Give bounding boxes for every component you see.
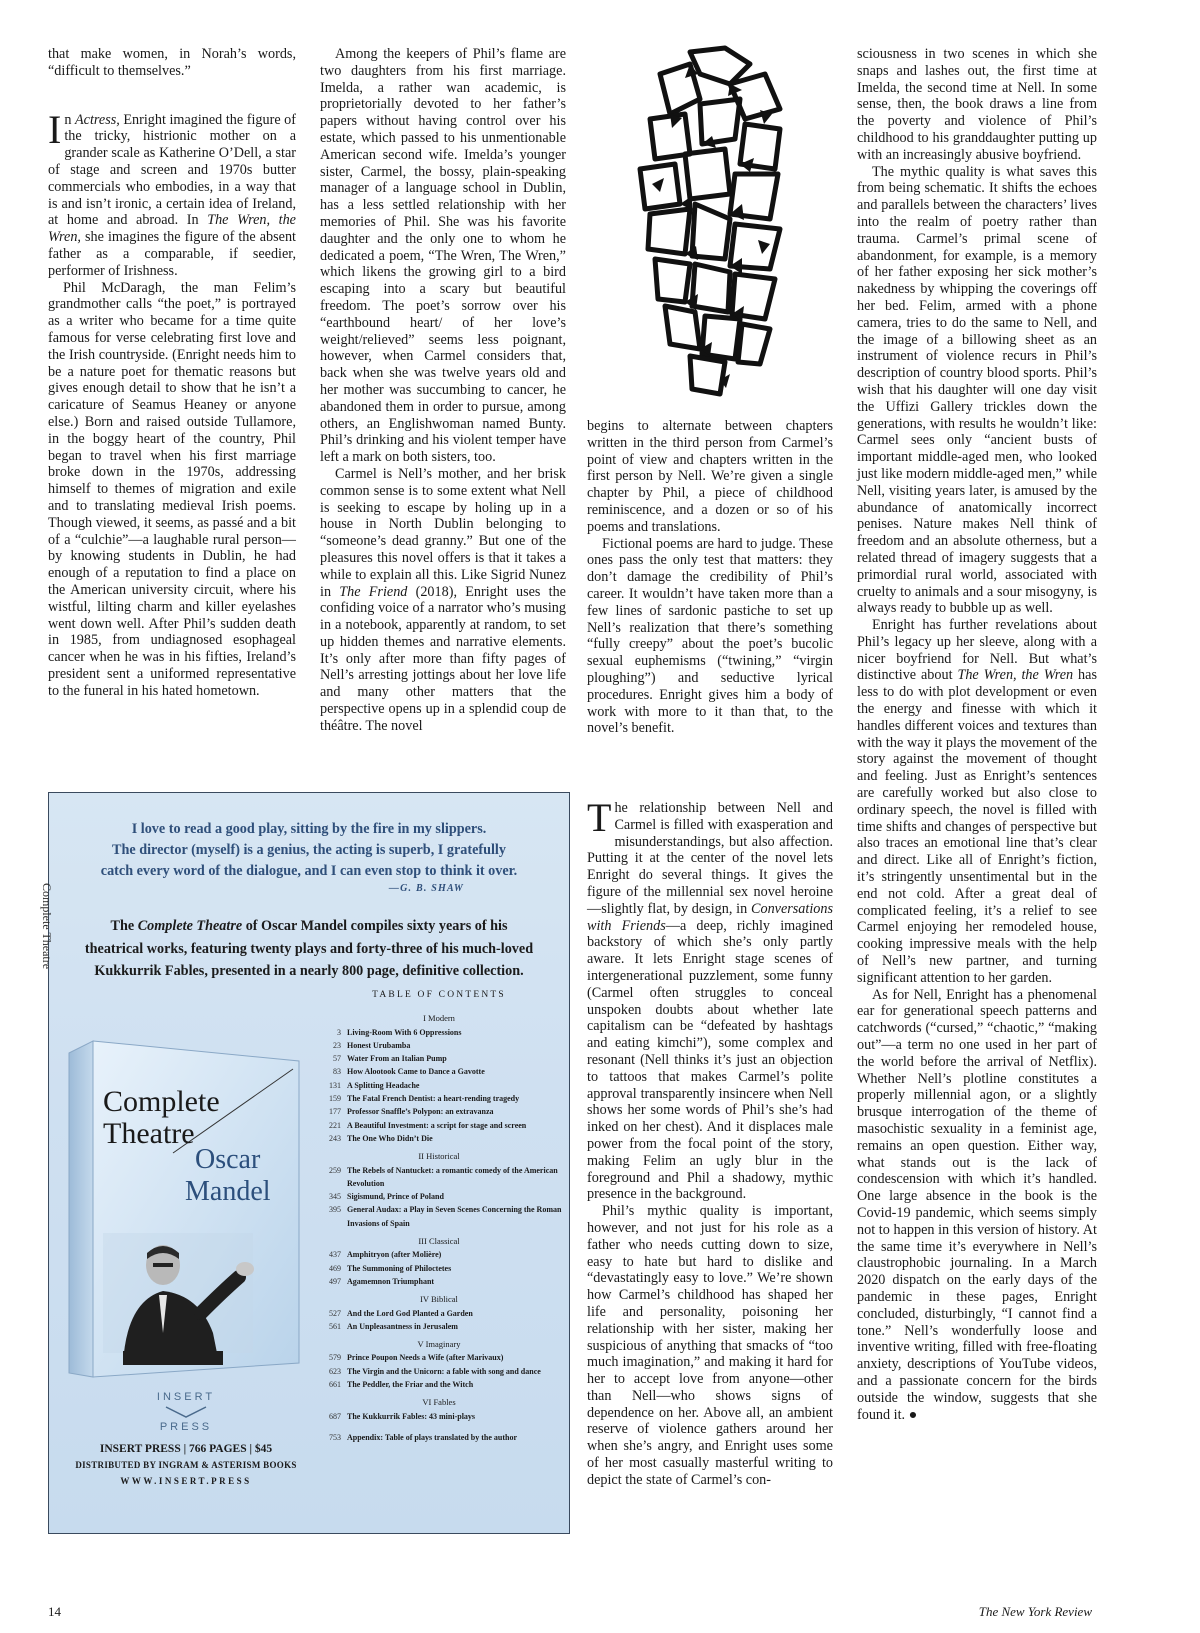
- toc-entry: [309, 1026, 569, 1039]
- drop-cap: T: [587, 795, 612, 840]
- toc-play-title: Water From an Italian Pump: [347, 1054, 447, 1064]
- toc-page-number: 83: [333, 1067, 341, 1077]
- toc-entry: [309, 1275, 569, 1288]
- toc-play-title: Appendix: Table of plays translated by the author: [347, 1432, 518, 1442]
- publisher-logo-bottom: PRESS: [159, 1421, 213, 1433]
- toc-play-title: How Alootook Came to Dance a Gavotte: [347, 1067, 485, 1077]
- toc-section-heading: III Classical: [418, 1236, 460, 1247]
- toc-entry: [309, 1365, 569, 1378]
- paragraph: Carmel is Nell’s mother, and her brisk common sense is to some extent what Nell is seeking to escape by holing up in a house in North Dublin belonging to “someone’s dead granny.” But one of the pleasures this novel offers is that it takes a while to explain all this. Like Sigrid Nunez in The Friend (2018), Enright uses the confiding voice of a narrator who’s musing in a notebook, apparently at random, to set up hidden themes and narrative elements. It’s only after more than fifty pages of Nell’s arresting jottings about her love life and many other matters that the perspective opens up in a splendid coup de théâtre. The novel: [320, 465, 566, 734]
- book-spine-title: Complete Theatre: [40, 883, 54, 970]
- publisher-logo-top: INSERT: [156, 1391, 216, 1403]
- toc-play-title: Prince Poupon Needs a Wife (after Marivaux): [347, 1353, 504, 1363]
- toc-entry: [309, 1431, 569, 1444]
- toc-page-number: 259: [329, 1165, 341, 1175]
- toc-page-number: 437: [329, 1250, 341, 1260]
- toc-play-title: The Rebels of Nantucket: a romantic comedy of the American Revolution: [347, 1165, 558, 1188]
- toc-page-number: 57: [333, 1054, 341, 1064]
- publisher-info: INSERT PRESS | 766 PAGES | $45: [99, 1443, 273, 1455]
- paragraph: Among the keepers of Phil’s flame are two daughters from his first marriage. Imelda, a rather wan academic, is proprietorially devoted to her father’s papers without having control over his estate, which passed to his unmentionable American second wife. Imelda’s younger sister, Carmel, the bossy, plain-speaking manager of a language school in Dublin, has a less settled relationship with her memories of Phil. She was his favorite daughter and the only one to whom he dedicated a poem, “The Wren, The Wren,” which likens the growing girl to a bird escaping into a scary but beautiful freedom. The poet’s sorrow over his “earthbound heart/ of her love’s weight/relieved” seems less poignant, however, when Carmel considers that, back when she was twelve years old and her mother was succumbing to cancer, he abandoned them in order to pursue, among others, an Englishwoman named Bunty. Phil’s drinking and his violent temper have left a mark on both sisters, too.: [320, 46, 566, 466]
- article-column-2: [320, 46, 566, 735]
- paragraph: Fictional poems are hard to judge. These ones pass the only test that matters: they don’t damage the credibility of Phil’s career. It wouldn’t have taken more than a few lines of sardonic pastiche to set up Nell’s realization that there’s something “fully creepy” about the poet’s bucolic sexual euphemisms (“twining,” “virgin ploughing”) and seductive lyrical procedures. Enright gives him a body of work with more to it than that, to the novel’s benefit.: [587, 535, 834, 737]
- toc-entry: [309, 1203, 569, 1230]
- toc-entry: [309, 1351, 569, 1364]
- toc-page-number: 753: [329, 1432, 341, 1442]
- toc-entry: [309, 1132, 569, 1145]
- toc-page-number: 243: [329, 1133, 341, 1143]
- drop-cap: I: [48, 106, 62, 152]
- toc-entry: [309, 1378, 569, 1391]
- toc-entry: [309, 1410, 569, 1423]
- toc-page-number: 395: [329, 1205, 341, 1215]
- toc-play-title: The One Who Didn’t Die: [347, 1133, 433, 1143]
- paragraph: As for Nell, Enright has a phenomenal ear for generational speech patterns and catchwords (“cursed,” “chaotic,” “making out”—a term no one used in her part of the world before the arrival of Netflix). Whether Nell’s plotline constitutes a properly millennial agon, or a slightly brusque interrogation of the theme of masochistic sexuality in a feminist age, remains an open question. Either way, what stands out is the lack of condescension with which it’s handled. One large absence in the book is the Covid-19 pandemic, which seems simply not to happen in this version of history. At the same time it’s everywhere in Nell’s claustrophobic journaling. In a March 2020 dispatch on the early days of the pandemic in these pages, Enright concluded, disturbingly, “I cannot find a tone.” Nell’s wonderfully loose and inventive writing, filled with free-floating anxiety, descriptions of YouTube videos, and a passionate concern for the birds outside the window, suggests that she found it. ●: [857, 986, 1097, 1423]
- book-advertisement[interactable]: [40, 792, 570, 1534]
- paragraph: Phil’s mythic quality is important, however, and not just for his role as a father who needs cutting down to size, easy to hate but hard to dislike and “devastatingly easy to love.” We’re shown how Carmel’s childhood has shaped her life and personality, poisoning her relationship with her sister, making her suspicious of anything that smacks of “too much imagination,” and making it hard for her to accept love from anyone—other than Nell—who shows signs of dependence on her. Above all, an ambient reserve of violence gathers around her when she’s angry, and Enright uses some of her most casually masterful writing to depict the state of Carmel’s con-: [587, 1203, 833, 1488]
- website-link[interactable]: WWW.INSERT.PRESS: [120, 1476, 252, 1486]
- woodcut-illustration: [630, 44, 798, 402]
- toc-play-title: The Summoning of Philoctetes: [347, 1263, 452, 1273]
- toc-entry: [309, 1190, 569, 1203]
- toc-section-heading: II Historical: [418, 1151, 460, 1162]
- toc-page-number: 345: [329, 1192, 341, 1202]
- toc-page-number: 131: [329, 1080, 341, 1090]
- toc-play-title: A Splitting Headache: [347, 1080, 420, 1090]
- paragraph: sciousness in two scenes in which she snaps and lashes out, the first time at Imelda, the second time at Nell. In some sense, then, the book draws a line from the poverty and violence of Phil’s childhood to his granddaughter putting up with an increasingly abusive boyfriend.: [857, 46, 1097, 163]
- toc-section-heading: V Imaginary: [417, 1339, 461, 1350]
- quote-attribution: —G. B. SHAW: [388, 883, 464, 894]
- toc-section-heading: I Modern: [423, 1013, 455, 1024]
- paragraph: Phil McDaragh, the man Felim’s grandmother calls “the poet,” is portrayed as a writer who became for a time quite famous for verse celebrating first love and the Irish countryside. (Enright needs him to be a nature poet for thematic reasons but gives enough detail to show that he isn’t a caricature of Seamus Heaney or anyone else.) Born and raised outside Tullamore, in the boggy heart of the country, Phil began to travel when his first marriage broke down in the 1970s, addressing himself to themes of migration and exile and to translating medieval Irish poems. Though viewed, it seems, as passé and a bit of a “culchie”—a laughable rural person—by knowing students in Dublin, he had enough of a reputation to find a place on the American university circuit, where his wistful, lilting charm and killer eyelashes went down well. After Phil’s sudden death in 1985, from undiagnosed esophageal cancer when he was in his fifties, Ireland’s president sent a uniformed representative to the funeral in his hated hometown.: [48, 279, 296, 699]
- toc-play-title: Honest Urubamba: [347, 1040, 411, 1050]
- ad-blurb: The Complete Theatre of Oscar Mandel compiles sixty years of his theatrical works, featuring twenty plays and forty-three of his much-loved Kukkurrik Fables, presented in a nearly 800 page, definitive collection.: [84, 918, 534, 979]
- toc-entry: [309, 1164, 569, 1191]
- toc-page-number: 221: [329, 1120, 341, 1130]
- article-column-1: [48, 46, 296, 699]
- toc-page-number: 497: [329, 1276, 341, 1286]
- toc-play-title: Sigismund, Prince of Poland: [347, 1192, 444, 1202]
- toc-page-number: 623: [329, 1366, 341, 1376]
- article-column-3-continued: [587, 795, 834, 1489]
- article-column-3: [587, 418, 833, 737]
- paragraph: begins to alternate between chapters written in the third person from Carmel’s point of view and chapters written in the first person by Nell. We’re given a single chapter by Phil, a piece of childhood reminiscence, and a dozen or so of his poems and translations.: [587, 418, 833, 535]
- toc-entry: [309, 1105, 569, 1118]
- paragraph: that make women, in Norah’s words, “difficult to themselves.”: [48, 46, 296, 79]
- svg-text:Theatre: Theatre: [103, 1117, 195, 1150]
- paragraph: The mythic quality is what saves this from being schematic. It shifts the echoes and parallels between the characters’ lives into the realm of poetry rather than trauma. Carmel’s primal scene of abandonment, for example, is a memory of her father exposing her sick mother’s nakedness by whipping the coverings off her bed. Felim, armed with a phone camera, tries to do the same to Nell, and the image of a billowing sheet as an instrument of violence recurs in Phil’s description of country blood sports. Phil’s wish that his daughter will one day visit the Uffizi Gallery trickles down the generations, with results he wouldn’t like: Carmel sees only “ancient busts of important middle-aged men, who looked just like modern middle-aged men,” while Nell, visiting years later, is amused by the abundance of anatomically incorrect penises. Nature makes Nell think of freedom and an absolute otherness, but a related thread of imagery suggests that a primordial rural world, associated with cruelty to animals and a sour misogyny, is always ready to bubble up as well.: [857, 163, 1097, 617]
- author-photo: [103, 1233, 254, 1365]
- svg-text:Mandel: Mandel: [185, 1176, 271, 1207]
- toc-play-title: General Audax: a Play in Seven Scenes Concerning the Roman Invasions of Spain: [347, 1205, 562, 1228]
- publication-name: The New York Review: [978, 1604, 1092, 1619]
- toc-entry: [309, 1039, 569, 1052]
- toc-page-number: 661: [329, 1380, 341, 1390]
- table-of-contents: [309, 989, 569, 1444]
- toc-page-number: 687: [329, 1411, 341, 1421]
- toc-page-number: 23: [333, 1040, 341, 1050]
- toc-section-heading: IV Biblical: [420, 1294, 458, 1305]
- paragraph: The relationship between Nell and Carmel is filled with exasperation and misunderstandings, but also affection. Putting it at the center of the novel lets Enright do several things. It gives the figure of the millennial sex novel heroine—slightly flat, by design, in Conversations with Friends—a deep, richly imagined backstory of which she’s only partly aware. It lets Enright stage scenes of intergenerational puzzlement, some funny (Carmel often struggles to conceal unspoken doubts about whether late capitalism can be “defeated by hashtags and eating kimchi”), some complex and resonant (Nell thinks it’s just an objection to tattoos that makes Carmel’s polite approval transparently insincere when Nell shows her some words of Phil’s she’s had inked on her chest). And it displaces male power from the focal point of the story, making Felim an ugly blur in the foreground and Phil a shadowy, mythic presence in the background.: [587, 795, 834, 1203]
- toc-page-number: 3: [337, 1027, 341, 1037]
- toc-play-title: An Unpleasantness in Jerusalem: [347, 1321, 458, 1331]
- page-number: 14: [48, 1604, 61, 1619]
- toc-page-number: 159: [329, 1094, 341, 1104]
- book-cover-image: [40, 883, 305, 1385]
- toc-entry: [309, 1079, 569, 1092]
- toc-page-number: 177: [329, 1107, 341, 1117]
- article-column-4: [857, 46, 1097, 1423]
- toc-heading: TABLE OF CONTENTS: [372, 990, 506, 1000]
- toc-page-number: 579: [329, 1353, 341, 1363]
- paragraph: Enright has further revelations about Phil’s legacy up her sleeve, along with a nicer boyfriend for Nell. But what’s distinctive about The Wren, the Wren has less to do with plot development or even the energy and finesse with which it handles different voices and textures than with the way it plays the movement of the story against the movement of thought and feeling. Just as Enright’s sentences are carefully worked but also close to ordinary speech, the novel is filled with time shifts and changes of perspective but also traces an emotional line that’s clear and direct. Like all of Enright’s fiction, it’s stringently unsentimental but in the end not cold. After a great deal of complicated feeling, it’s a relief to see Carmel enjoying her remodeled house, cooking impressive meals with the help of Nell’s new partner, and turning significant attention to her garden.: [857, 617, 1097, 986]
- toc-play-title: The Virgin and the Unicorn: a fable with song and dance: [347, 1366, 541, 1376]
- toc-page-number: 469: [329, 1263, 341, 1273]
- toc-play-title: The Kukkurrik Fables: 43 mini-plays: [347, 1411, 476, 1421]
- toc-entry: [309, 1307, 569, 1320]
- toc-play-title: A Beautiful Investment: a script for stage and screen: [347, 1120, 527, 1130]
- toc-entry: [309, 1248, 569, 1261]
- end-mark-icon: ●: [908, 1406, 918, 1423]
- toc-page-number: 561: [329, 1321, 341, 1331]
- toc-entry: [309, 1119, 569, 1132]
- toc-play-title: The Peddler, the Friar and the Witch: [347, 1380, 474, 1390]
- distributor-info: DISTRIBUTED BY INGRAM & ASTERISM BOOKS: [75, 1460, 297, 1470]
- toc-entry: [309, 1092, 569, 1105]
- toc-page-number: 527: [329, 1308, 341, 1318]
- book-author: Oscar: [195, 1144, 261, 1175]
- toc-play-title: Professor Snaffle’s Polypon: an extravanza: [347, 1107, 494, 1117]
- toc-play-title: Amphitryon (after Molière): [347, 1250, 442, 1260]
- toc-play-title: Agamemnon Triumphant: [347, 1276, 435, 1286]
- chevron-down-icon: [164, 1405, 208, 1419]
- toc-entry: [309, 1320, 569, 1333]
- toc-play-title: And the Lord God Planted a Garden: [347, 1308, 473, 1318]
- toc-entry: [309, 1065, 569, 1078]
- toc-entry: [309, 1052, 569, 1065]
- toc-entry: [309, 1262, 569, 1275]
- toc-section-heading: VI Fables: [422, 1397, 456, 1408]
- book-title: Complete: [103, 1085, 220, 1118]
- toc-play-title: Living-Room With 6 Oppressions: [347, 1027, 462, 1037]
- ad-quote: I love to read a good play, sitting by the fire in my slippers. The director (myself) is a genius, the acting is superb, I gratefully catch every word of the dialogue, and I can even stop to think it over.: [100, 821, 518, 879]
- paragraph: In Actress, Enright imagined the figure of the tricky, histrionic mother on a grander scale as Katherine O’Dell, a star of stage and screen and 1970s butter commercials who embodies, in a way that is and isn’t ironic, a certain idea of Ireland, at home and abroad. In The Wren, the Wren, she imagines the figure of the absent father as a comparable, if seedier, performer of Irishness.: [48, 106, 296, 279]
- toc-play-title: The Fatal French Dentist: a heart-rending tragedy: [347, 1094, 520, 1104]
